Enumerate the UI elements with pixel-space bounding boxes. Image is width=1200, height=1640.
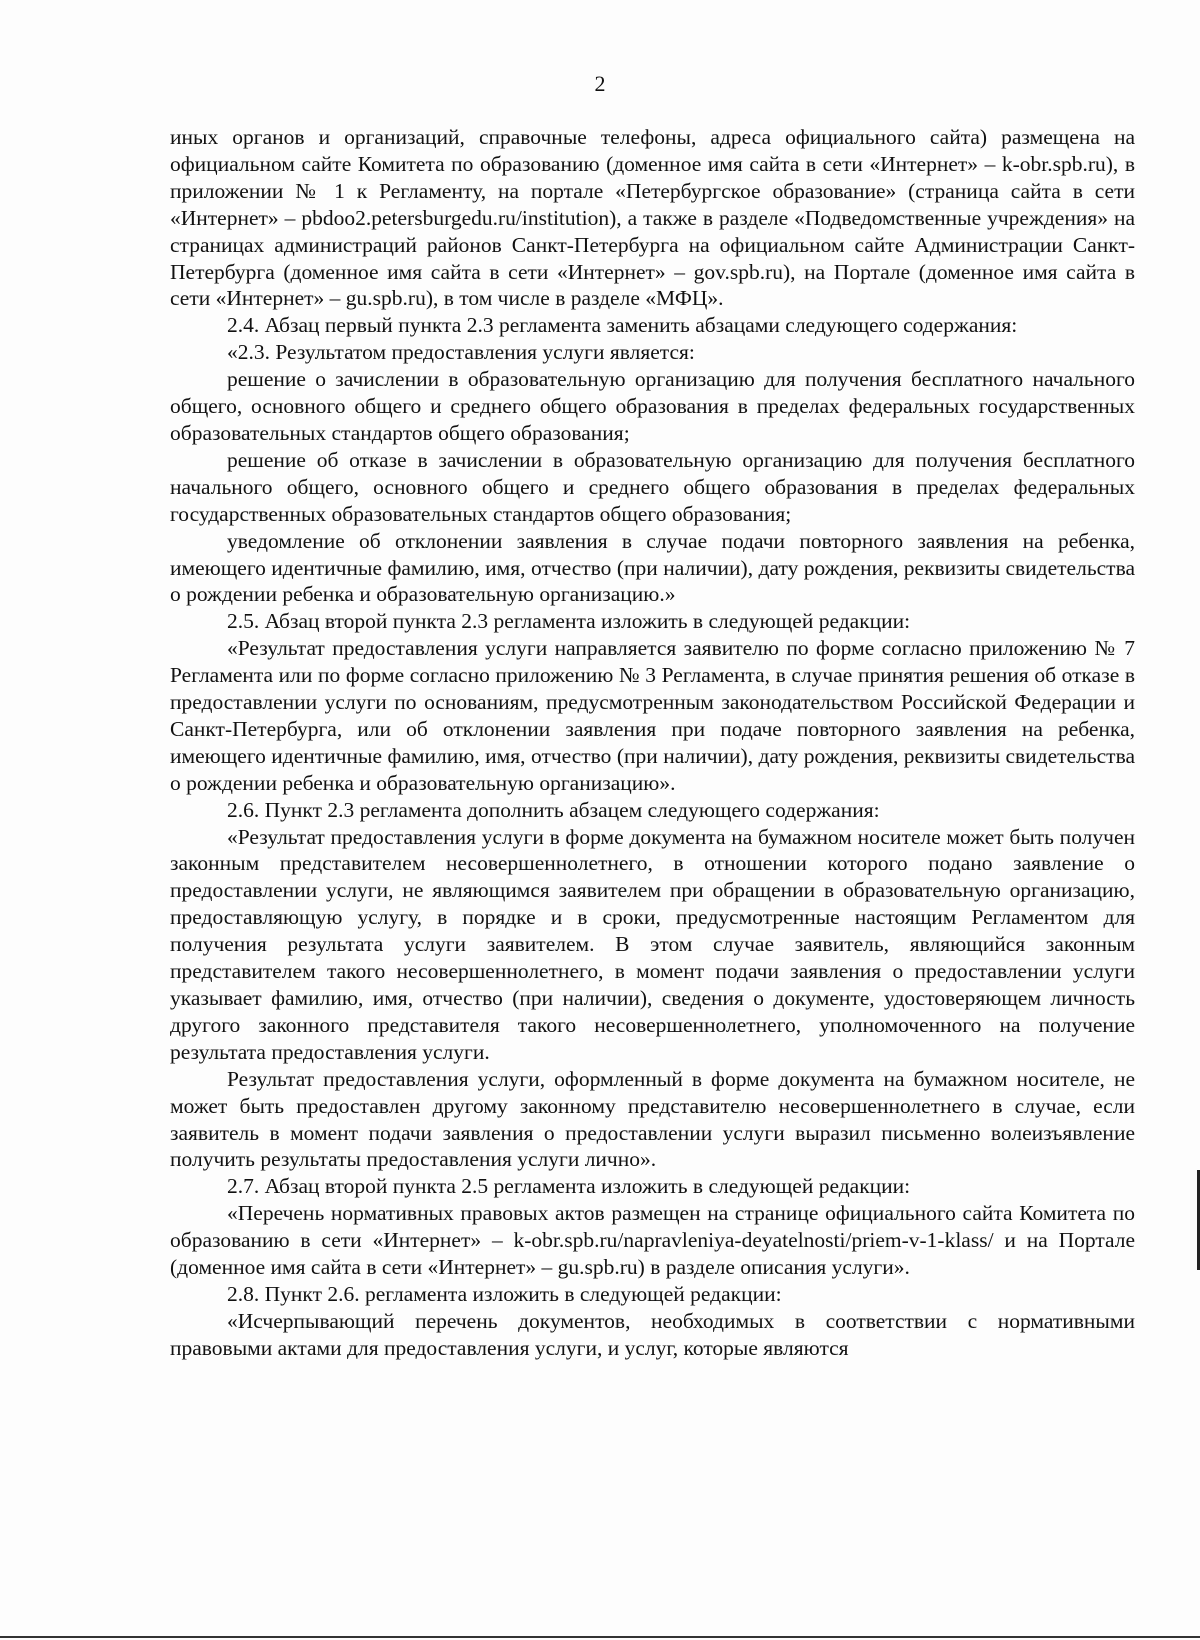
document-body <box>170 124 1135 1362</box>
paragraph-2-3-result: «2.3. Результатом предоставления услуги является: <box>227 340 695 365</box>
paragraph-2-4: 2.4. Абзац первый пункта 2.3 регламента заменить абзацами следующего содержания: <box>227 313 1018 338</box>
paragraph-legal-acts-list: «Перечень нормативных правовых актов размещен на странице официального сайта Комитета по образованию в сети «Интернет» – k-obr.spb.ru/napravleniya-deyatelnosti/priem-v-1-klass/ и на Портале (доменное имя сайта в сети «Интернет» – gu.spb.ru) в разделе описания услуги». <box>170 1201 1135 1280</box>
paragraph-2-5: 2.5. Абзац второй пункта 2.3 регламента изложить в следующей редакции: <box>227 609 911 634</box>
paragraph-2-8: 2.8. Пункт 2.6. регламента изложить в следующей редакции: <box>227 1281 782 1306</box>
paragraph-rejection-notice: уведомление об отклонении заявления в случае подачи повторного заявления на ребенка, имеющего идентичные фамилию, имя, отчество (при наличии), дату рождения, реквизиты свидетельства о рождении ребенка и образовательную организацию.» <box>170 528 1135 607</box>
paragraph-result-delivery: «Результат предоставления услуги направляется заявителю по форме согласно приложению № 7 Регламента или по форме согласно приложению № 3 Регламента, в случае принятия решения об отказе в предоставлении услуги по основаниям, предусмотренным законодательством Российской Федерации и Санкт-Петербурга, или об отклонении заявления при подаче повторного заявления на ребенка, имеющего идентичные фамилию, имя, отчество (при наличии), дату рождения, реквизиты свидетельства о рождении ребенка и образовательную организацию». <box>170 636 1135 795</box>
paragraph-enrollment-decision: решение о зачислении в образовательную организацию для получения бесплатного начального общего, основного общего и среднего общего образования в пределах федеральных государственных образовательных стандартов общего образования; <box>170 367 1135 445</box>
paragraph-2-7: 2.7. Абзац второй пункта 2.5 регламента изложить в следующей редакции: <box>227 1174 911 1199</box>
paragraph-2-6: 2.6. Пункт 2.3 регламента дополнить абзацем следующего содержания: <box>227 797 880 822</box>
paragraph-1: иных органов и организаций, справочные телефоны, адреса официального сайта) размещена на официальном сайте Комитета по образованию (доменное имя сайта в сети «Интернет» – k-obr.spb.ru), в приложении № 1 к Регламенту, на портале «Петербургское образование» (страница сайта в сети «Интернет» – pbdoo2.petersburgedu.ru/institution), а также в разделе «Подведомственные учреждения» на страницах администраций районов Санкт-Петербурга на официальном сайте Администрации Санкт-Петербурга (доменное имя сайта в сети «Интернет» – gov.spb.ru), на Портале (доменное имя сайта в сети «Интернет» – gu.spb.ru), в том числе в разделе «МФЦ». <box>170 125 1135 311</box>
paragraph-documents-list: «Исчерпывающий перечень документов, необходимых в соответствии с нормативными правовыми актами для предоставления услуги, и услуг, которые являются <box>170 1308 1135 1360</box>
scan-bottom-edge <box>0 1636 1200 1638</box>
paragraph-refusal-decision: решение об отказе в зачислении в образовательную организацию для получения бесплатного начального общего, основного общего и среднего общего образования в пределах федеральных государственных образовательных стандартов общего образования; <box>170 447 1135 526</box>
paragraph-paper-result: «Результат предоставления услуги в форме документа на бумажном носителе может быть получен законным представителем несовершеннолетнего, в отношении которого подано заявление о предоставлении услуги, не являющимся заявителем при обращении в образовательную организацию, предоставляющую услугу, в порядке и в сроки, предусмотренные настоящим Регламентом для получения результата услуги заявителем. В этом случае заявитель, являющийся законным представителем такого несовершеннолетнего, в момент подачи заявления о предоставлении услуги указывает фамилию, имя, отчество (при наличии), сведения о документе, удостоверяющем личность другого законного представителя такого несовершеннолетнего, уполномоченного на получение результата предоставления услуги. <box>170 824 1135 1064</box>
page-number: 2 <box>594 71 606 96</box>
paragraph-paper-result-restriction: Результат предоставления услуги, оформленный в форме документа на бумажном носителе, не может быть предоставлен другому законному представителю несовершеннолетнего в случае, если заявитель в момент подачи заявления о предоставлении услуги выразил письменно волеизъявление получить результаты предоставления услуги лично». <box>170 1066 1135 1172</box>
